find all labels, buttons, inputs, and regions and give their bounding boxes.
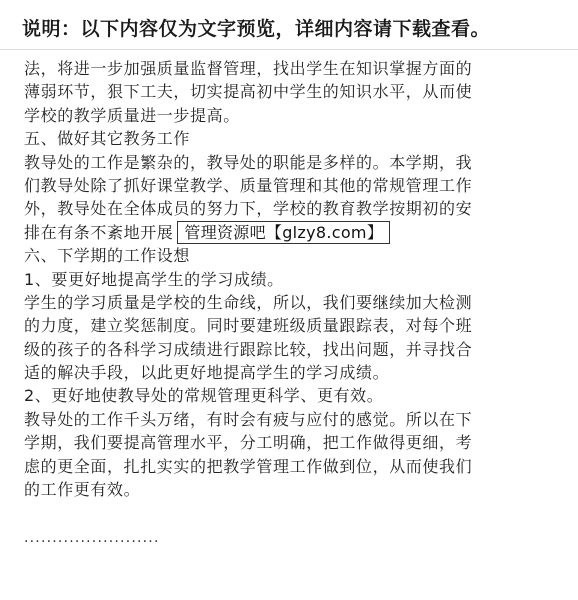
body-line: 们教导处除了抓好课堂教学、质量管理和其他的常规管理工作 xyxy=(24,175,473,195)
body-line: 学校的教学质量进一步提高。 xyxy=(24,105,240,125)
body-line: 的力度，建立奖惩制度。同时要建班级质量跟踪表，对每个班 xyxy=(24,316,473,336)
body-line: 虑的更全面，扎扎实实的把教学管理工作做到位，从而使我们 xyxy=(24,456,473,476)
site-watermark-link[interactable]: 管理资源吧【glzy8.com】 xyxy=(177,221,390,244)
body-line: 的工作更有效。 xyxy=(24,480,141,500)
section-heading: 五、做好其它教务工作 xyxy=(24,129,191,149)
continuation-dots: ························ xyxy=(24,534,160,550)
body-line: 教导处的工作是繁杂的，教导处的职能是多样的。本学期，我 xyxy=(24,152,473,172)
section-heading: 六、下学期的工作设想 xyxy=(24,246,191,266)
header-divider xyxy=(0,49,578,50)
body-line: 级的孩子的各科学习成绩进行跟踪比较，找出问题，并寻找合 xyxy=(24,339,473,359)
body-line: 学期，我们要提高管理水平，分工明确，把工作做得更细，考 xyxy=(24,433,473,453)
subsection-heading: 1、要更好地提高学生的学习成绩。 xyxy=(24,269,284,289)
body-line: 适的解决手段，以此更好地提高学生的学习成绩。 xyxy=(24,363,390,383)
body-line: 薄弱环节，狠下工夫，切实提高初中学生的知识水平，从而使 xyxy=(24,82,473,102)
body-line-text: 排在有条不紊地开展 xyxy=(24,222,174,242)
body-line: 法，将进一步加强质量监督管理，找出学生在知识掌握方面的 xyxy=(24,59,473,78)
subsection-heading: 2、更好地使教导处的常规管理更科学、更有效。 xyxy=(24,386,384,406)
body-line-with-watermark xyxy=(24,221,554,244)
body-line: 教导处的工作千头万绪，有时会有疲与应付的感觉。所以在下 xyxy=(24,409,473,429)
document-body xyxy=(24,57,554,501)
body-line: 学生的学习质量是学校的生命线，所以，我们要继续加大检测 xyxy=(24,292,473,312)
preview-notice-heading: 说明：以下内容仅为文字预览，详细内容请下载查看。 xyxy=(22,18,491,40)
body-line: 外，教导处在全体成员的努力下，学校的教育教学按期初的安 xyxy=(24,199,473,219)
